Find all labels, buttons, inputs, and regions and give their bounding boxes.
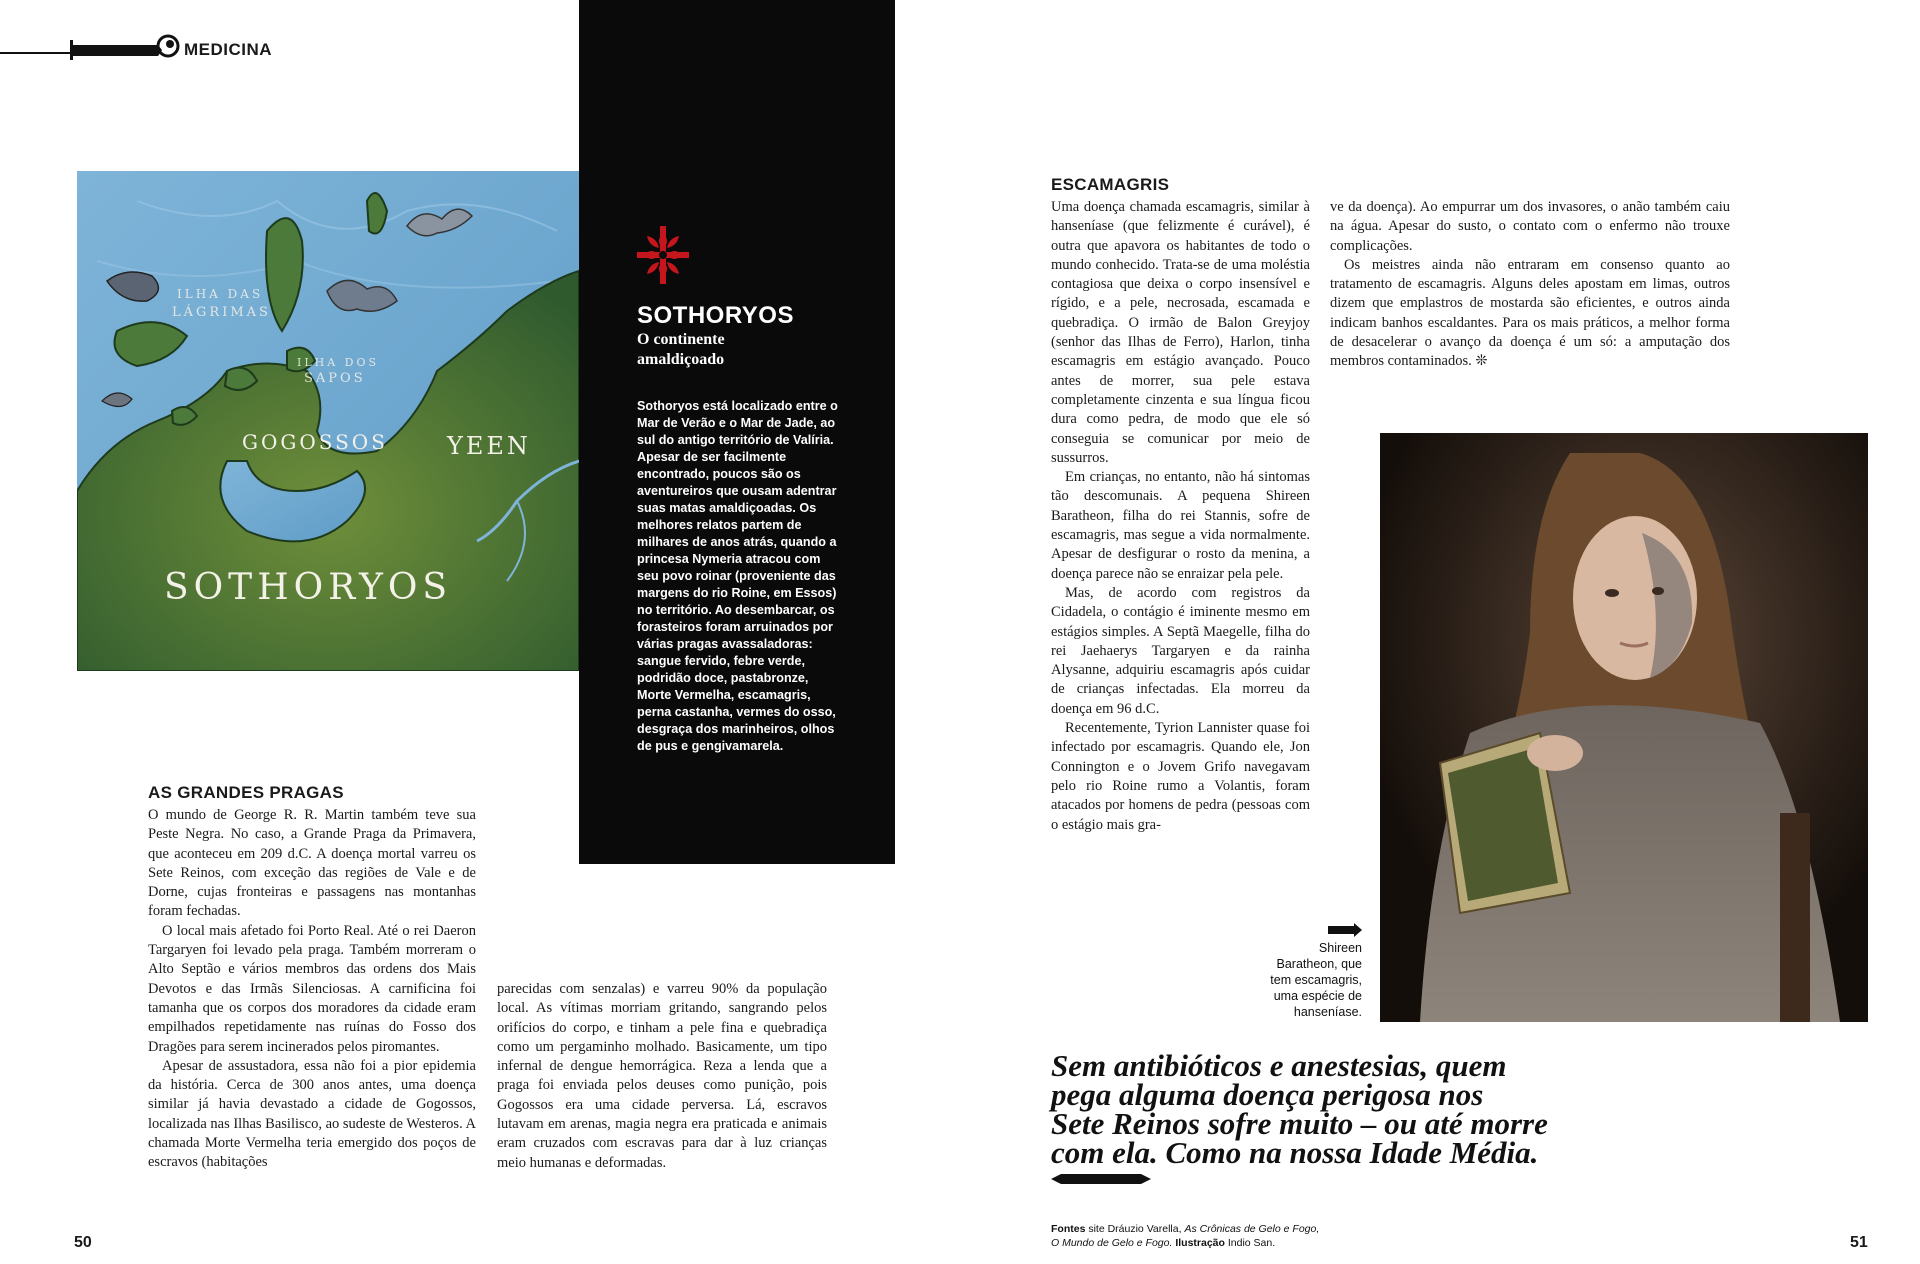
paragraph: O local mais afetado foi Porto Real. Até o rei Daeron Targaryen foi levado pela praga. Também morreram o Alto Septão e vários membros das ordens dos Mais Devotos e das Irmãs Silenciosas. A carnificina foi tamanha que os corpos dos moradores da cidade eram empilhados repetidamente nas ruínas do Fosso dos Dragões para serem incinerados pelos piromantes. bbox=[148, 922, 476, 1055]
map-illustration bbox=[77, 171, 579, 671]
paragraph: Recentemente, Tyrion Lannister quase foi infectado por escamagris. Quando ele, Jon Connington e o Jovem Grifo navegavam pelo rio Roine rumo a Volantis, foram atacados por homens de pedra (pessoas com o estágio mais gra- bbox=[1051, 720, 1310, 833]
map-label-yeen: YEEN bbox=[447, 432, 531, 460]
paragraph: Em crianças, no entanto, não há sintomas tão descomunais. A pequena Shireen Baratheon, filha do rei Stannis, sofre de escamagris, mas segue a vida normalmente. Apesar de desfigurar o rosto da menina, a doença parece não se enraizar pela pele. bbox=[1051, 469, 1310, 582]
page-number-left: 50 bbox=[74, 1234, 92, 1251]
sidebar-title: SOTHORYOS bbox=[637, 302, 794, 329]
heading-escamagris: ESCAMAGRIS bbox=[1051, 175, 1170, 194]
right-column-1 bbox=[1051, 198, 1310, 835]
illustrator-name: Indio San. bbox=[1224, 1237, 1276, 1249]
sources-line-2 bbox=[1051, 1236, 1351, 1250]
flower-icon bbox=[637, 226, 689, 284]
map-label-ilha-sapos-2: SAPOS bbox=[304, 371, 366, 386]
pull-quote-line: com ela. Como na nossa Idade Média. bbox=[1051, 1135, 1539, 1170]
map-label-ilha-sapos-1: ILHA DOS bbox=[297, 356, 380, 369]
left-column-2 bbox=[497, 980, 827, 1173]
end-mark: ❊ bbox=[1475, 353, 1488, 370]
sources-text: site Dráuzio Varella, bbox=[1085, 1223, 1185, 1235]
pull-quote-line: Sete Reinos sofre muito – ou até morre bbox=[1051, 1106, 1548, 1141]
paragraph-text: Os meistres ainda não entraram em consenso quanto ao tratamento de escamagris. Alguns deles apostam em limas, outros dizem que emplastros de mostarda são eficientes, e outros ainda indicam banhos escaldantes. Para os mais práticos, a melhor forma de desacelerar o avanço da doença é um só: a amputação dos membros contaminados. bbox=[1330, 256, 1730, 370]
paragraph: O mundo de George R. R. Martin também teve sua Peste Negra. No caso, a Grande Praga da Primavera, que aconteceu em 209 d.C. A doença mortal varreu os Sete Reinos, com exceção das regiões de Vale e de Dorne, cujas fronteiras e passagens nas montanhas foram fechadas. bbox=[148, 807, 476, 920]
map-label-ilha-lagrimas-2: LÁGRIMAS bbox=[172, 305, 271, 320]
header-ornament bbox=[70, 30, 180, 66]
right-column-2 bbox=[1330, 198, 1730, 372]
paragraph: ve da doença). Ao empurrar um dos invasores, o anão também caiu na água. Apesar do susto, o contato com o enfermo não trouxe complicações. bbox=[1330, 199, 1730, 254]
caption-line: uma espécie de bbox=[1273, 989, 1362, 1003]
sidebar-text: Sothoryos está localizado entre o Mar de Verão e o Mar de Jade, ao sul do antigo território de Valíria. Apesar de ser facilmente encontrado, poucos são os aventureiros que ousam adentrar suas matas amaldiçoadas. Os melhores relatos partem de milhares de anos atrás, quando a princesa Nymeria atracou com seu povo roinar (proveniente das margens do rio Roine, em Essos) no território. Ao desembarcar, os forasteiros foram arruinados por várias pragas avassaladoras: sangue fervido, febre verde, podridão doce, pastabronze, Morte Vermelha, escamagris, perna castanha, vermes do osso, desgraça dos marinheiros, olhos de pus e gengivamarela. bbox=[637, 399, 838, 753]
header-rule bbox=[0, 52, 72, 54]
paragraph: Uma doença chamada escamagris, similar à hanseníase (que felizmente é curável), é outra que apavora os habitantes de todo o mundo conhecido. Trata-se de uma moléstia contagiosa que deixa o corpo insensível e rígido, e a pele, necrosada, escamada e quebradiça. O irmão de Balon Greyjoy (senhor das Ilhas de Ferro), Harlon, tinha escamagris em estágio avançado. Pouco antes de morrer, sua pele estava completamente cinzenta e sua língua ficou dura como pedra, de modo que ele só conseguia se comunicar por meio de sussurros. bbox=[1051, 199, 1310, 466]
photo-caption bbox=[1242, 940, 1362, 1020]
illustration-label: Ilustração bbox=[1172, 1237, 1225, 1249]
sources-work: As Crônicas de Gelo e Fogo, bbox=[1184, 1223, 1320, 1235]
sources-label: Fontes bbox=[1051, 1223, 1086, 1235]
sources-credit bbox=[1051, 1222, 1351, 1250]
sidebar-subtitle-2: amaldiçoado bbox=[637, 351, 725, 368]
heading-grandes-pragas: AS GRANDES PRAGAS bbox=[148, 783, 344, 802]
caption-line: tem escamagris, bbox=[1270, 973, 1362, 987]
map-label-ilha-lagrimas-1: ILHA DAS bbox=[177, 287, 264, 301]
sources-line-1 bbox=[1051, 1222, 1351, 1236]
paragraph: parecidas com senzalas) e varreu 90% da população local. As vítimas morriam gritando, sangrando pelos orifícios do corpo, e tinham a pele fina e quebradiça como um pergaminho molhado. Basicamente, um tipo infernal de dengue hemorrágica. Reza a lenda que a praga foi enviada pelos deuses como punição, pois Gogossos era uma cidade perversa. Lá, escravos lutavam em arenas, magia negra era praticada e animais eram cruzados com escravas para dar à luz crianças meio humanas e deformadas. bbox=[497, 981, 827, 1171]
pull-quote bbox=[1051, 1048, 1751, 1170]
caption-line: Baratheon, que bbox=[1276, 957, 1362, 971]
paragraph: Apesar de assustadora, essa não foi a pior epidemia da história. Cerca de 300 anos antes, uma doença similar já havia devastado a cidade de Gogossos, localizada nas Ilhas Basilisco, ao sudeste de Westeros. A chamada Morte Vermelha teria emergido dos poços de escravos (habitações bbox=[148, 1057, 476, 1171]
left-column-1 bbox=[148, 806, 476, 1173]
pull-quote-line: Sem antibióticos e anestesias, quem bbox=[1051, 1048, 1507, 1083]
shireen-photo bbox=[1380, 433, 1868, 1022]
sidebar-subtitle-1: O continente bbox=[637, 331, 725, 348]
paragraph bbox=[1330, 256, 1730, 372]
paragraph: Mas, de acordo com registros da Cidadela, o contágio é iminente mesmo em estágios simples. A Septã Maegelle, filha do rei Jaehaerys Targaryen e da rainha Alysanne, adquiriu escamagris após cuidar de crianças infectadas. Ela morreu da doença em 96 d.C. bbox=[1051, 584, 1310, 717]
caption-arrow-icon bbox=[1328, 923, 1362, 937]
map-label-sothoryos: SOTHORYOS bbox=[164, 567, 453, 608]
section-label: MEDICINA bbox=[184, 40, 273, 59]
map-label-gogossos: GOGOSSOS bbox=[242, 430, 388, 454]
pull-quote-line: pega alguma doença perigosa nos bbox=[1051, 1077, 1484, 1112]
page-number-right: 51 bbox=[1850, 1234, 1868, 1251]
quote-ornament bbox=[1051, 1172, 1151, 1186]
caption-line: hanseníase. bbox=[1293, 1005, 1362, 1019]
caption-line: Shireen bbox=[1318, 941, 1362, 955]
sources-work: O Mundo de Gelo e Fogo. bbox=[1051, 1237, 1173, 1249]
